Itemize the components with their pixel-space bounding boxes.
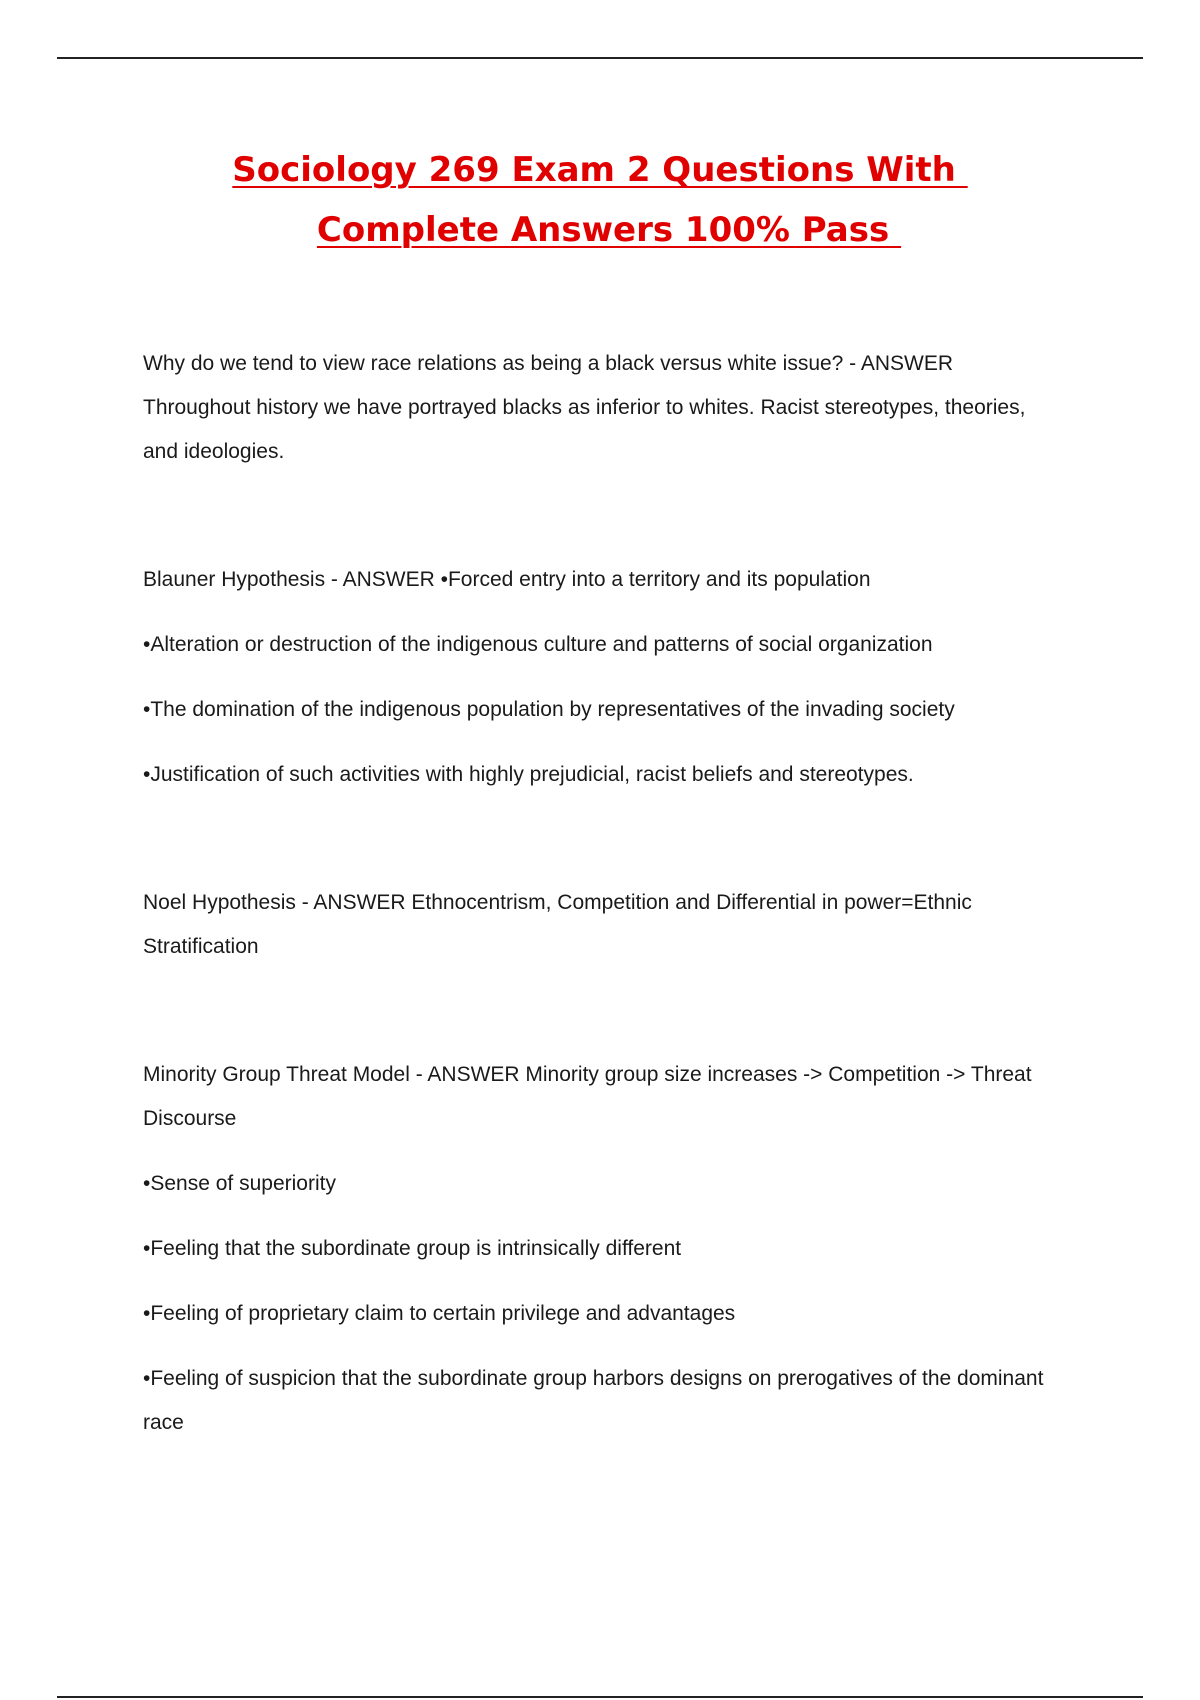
- bullet-item: •Feeling of proprietary claim to certain privilege and advantages: [143, 1302, 736, 1325]
- bullet-item: •Sense of superiority: [143, 1172, 336, 1195]
- qa-item: [143, 1053, 1063, 1445]
- document-title: [0, 140, 1200, 260]
- bottom-divider: [57, 1696, 1143, 1698]
- top-divider: [57, 57, 1143, 59]
- qa-item: [143, 342, 1063, 474]
- bullet-item: •Justification of such activities with highly prejudicial, racist beliefs and stereotypes.: [143, 763, 914, 786]
- bullet-item: •The domination of the indigenous population by representatives of the invading society: [143, 698, 955, 721]
- document-body: [143, 342, 1063, 1445]
- title-line-1: Sociology 269 Exam 2 Questions With: [232, 150, 968, 190]
- title-line-2: Complete Answers 100% Pass: [316, 210, 902, 250]
- bullet-item: •Feeling that the subordinate group is intrinsically different: [143, 1237, 682, 1260]
- qa-text: Noel Hypothesis - ANSWER Ethnocentrism, Competition and Differential in power=Ethnic Stratification: [143, 891, 972, 958]
- bullet-item: •Alteration or destruction of the indigenous culture and patterns of social organization: [143, 633, 933, 656]
- qa-text: Minority Group Threat Model - ANSWER Minority group size increases -> Competition -> Threat Discourse: [143, 1063, 1032, 1130]
- qa-text: Why do we tend to view race relations as being a black versus white issue? - ANSWER Throughout history we have portrayed blacks as inferior to whites. Racist stereotypes, theories, and ideologies.: [143, 352, 1026, 463]
- qa-item: [143, 558, 1063, 797]
- bullet-item: •Feeling of suspicion that the subordinate group harbors designs on prerogatives of the dominant race: [143, 1367, 1044, 1434]
- qa-item: [143, 881, 1063, 969]
- qa-text: Blauner Hypothesis - ANSWER •Forced entry into a territory and its population: [143, 568, 871, 591]
